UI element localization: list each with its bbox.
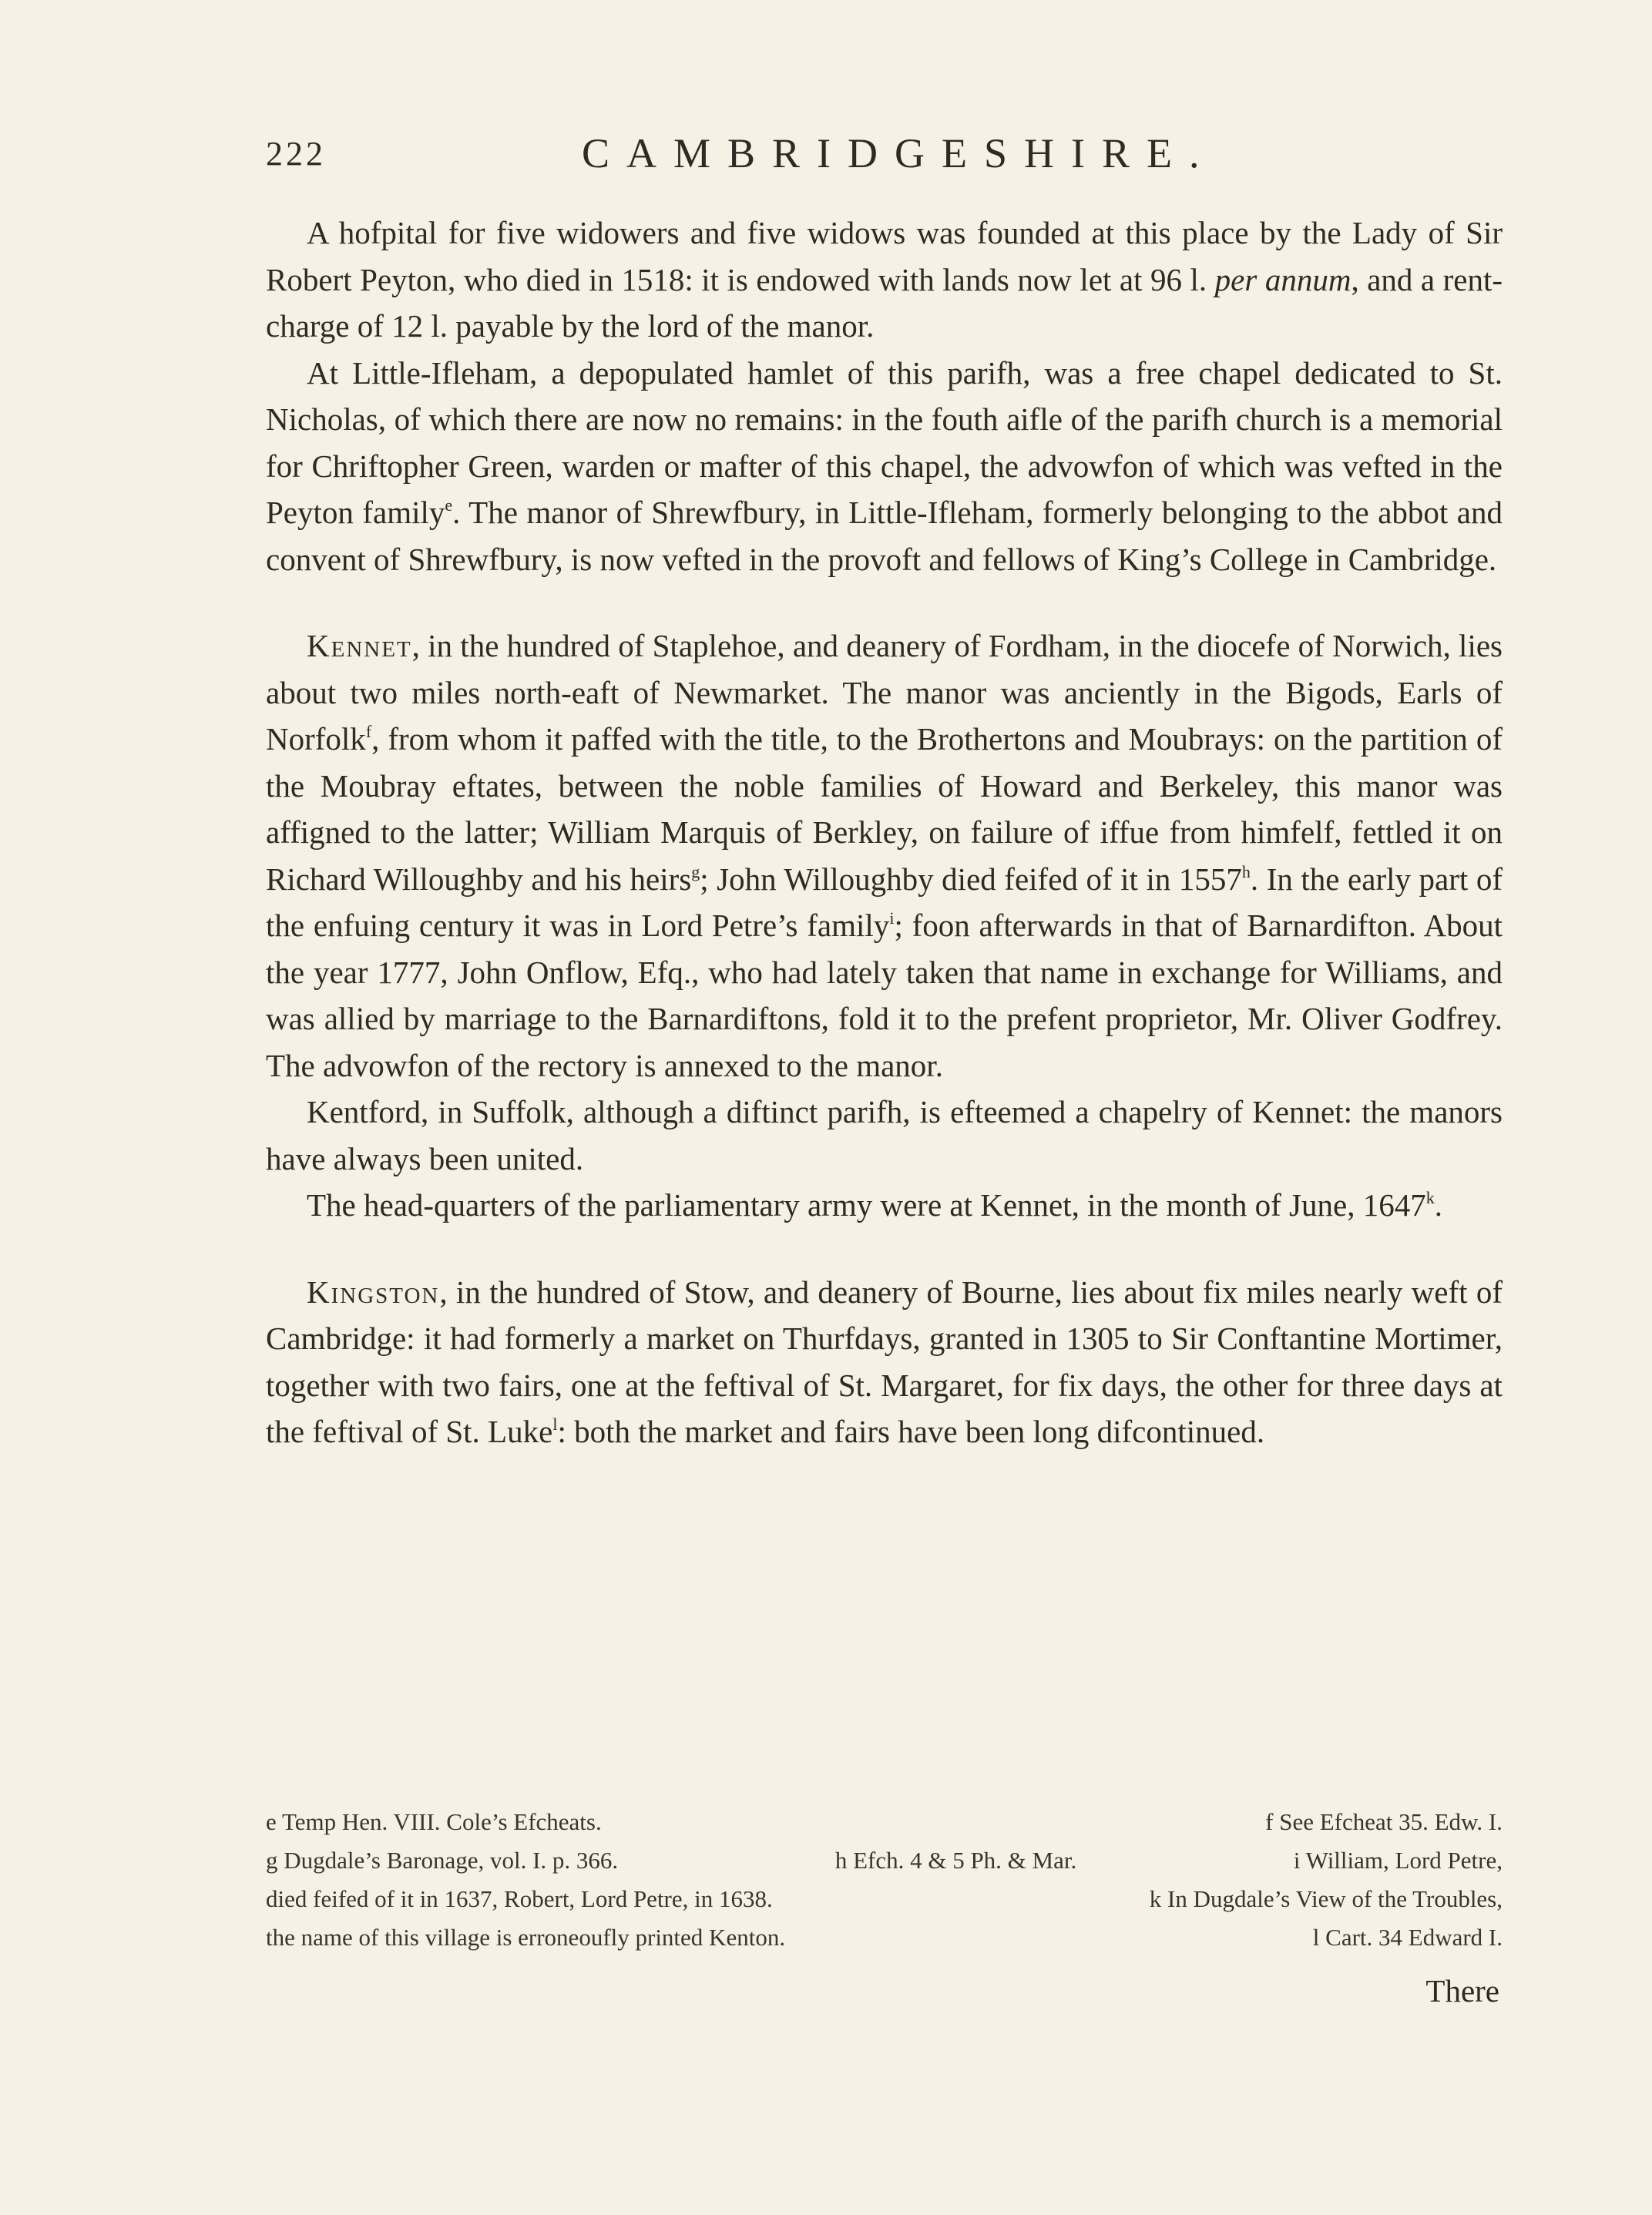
paragraph-kingston: Kingston, in the hundred of Stow, and deanery of Bourne, lies about fix miles nearly weft of Cambridge: it had formerly a market on Thurfdays, granted in 1305 to Sir Conftantine Mortimer, together with two fairs, one at the feftival of St. Margaret, for fix days, the other for three days at the feftival of St. Luke$^l$: both the market and fairs have been long difcontinued. (266, 1274, 1503, 1449)
footnote-f: f See Efcheat 35. Edw. I. (1265, 1808, 1503, 1835)
footnote-k-continued: the name of this village is erroneoufly printed Kenton. (266, 1924, 786, 1951)
footnote-ref-i: i (889, 908, 895, 928)
footnote-k: k In Dugdale’s View of the Troubles, (1149, 1885, 1503, 1912)
page-number: 222 (266, 135, 326, 173)
footnote-l: l Cart. 34 Edward I. (1312, 1924, 1503, 1951)
paragraph-little-isleham: At Little-Ifleham, a depopulated hamlet of this parifh, was a free chapel dedicated to St. Nicholas, of which there are now no remains: in the fouth aifle of the parifh church is a memorial for Chriftopher Green, warden or mafter of this chapel, the advowfon of which was vefted in the Peyton family$^e$. The manor of Shrewfbury, in Little-Ifleham, formerly belonging to the abbot and convent of Shrewfbury, is now vefted in the provoft and fellows of King’s College in Cambridge. (266, 354, 1503, 577)
footnote-row (266, 1841, 1503, 1880)
footnote-i: i William, Lord Petre, (1293, 1847, 1503, 1874)
page-header (266, 129, 1499, 183)
footnote-ref-g: g (691, 861, 700, 881)
body-text (266, 210, 1503, 1455)
footnote-h: h Efch. 4 & 5 Ph. & Mar. (834, 1847, 1077, 1874)
place-heading-kingston: Kingston (307, 1274, 440, 1310)
paragraph-hospital: A hofpital for five widowers and five widows was founded at this place by the Lady of Sir Robert Peyton, who died in 1518: it is endowed with lands now let at 96 l. per annum, and a rent-charge of 12 l. payable by the lord of the manor. (266, 215, 1503, 344)
footnote-i-continued: died feifed of it in 1637, Robert, Lord Petre, in 1638. (266, 1885, 773, 1912)
place-heading-kennet: Kennet (307, 628, 412, 663)
footnote-ref-f: f (365, 722, 372, 741)
footnote-ref-e: e (445, 495, 453, 515)
footnote-ref-k: k (1425, 1188, 1435, 1207)
footnote-row (266, 1880, 1503, 1918)
footnote-e: e Temp Hen. VIII. Cole’s Efcheats. (266, 1808, 602, 1835)
footnotes (266, 1803, 1503, 1957)
footnote-ref-l: l (552, 1415, 558, 1434)
running-title: CAMBRIDGESHIRE. (582, 130, 1217, 176)
catchword: There (1425, 1973, 1499, 2009)
paragraph-kennet: Kennet, in the hundred of Staplehoe, and deanery of Fordham, in the diocefe of Norwich, lies about two miles north-eaft of Newmarket. The manor was anciently in the Bigods, Earls of Norfolk$^f$, from whom it paffed with the title, to the Brothertons and Moubrays: on the partition of the Moubray eftates, between the noble families of Howard and Berkeley, this manor was affigned to the latter; William Marquis of Berkley, on failure of iffue from himfelf, fettled it on Richard Willoughby and his heirs$^g$; John Willoughby died feifed of it in 1557$^h$. In the early part of the enfuing century it was in Lord Petre’s family$^i$; foon afterwards in that of Barnardifton. About the year 1777, John Onflow, Efq., who had lately taken that name in exchange for Williams, and was allied by marriage to the Barnardiftons, fold it to the prefent proprietor, Mr. Oliver Godfrey. The advowfon of the rectory is annexed to the manor. (266, 628, 1503, 1083)
paragraph-head-quarters: The head-quarters of the parliamentary army were at Kennet, in the month of June, 1647$^k$. (307, 1187, 1442, 1223)
latin-phrase: per annum (1214, 261, 1351, 297)
paragraph-kentford: Kentford, in Suffolk, although a diftinct parifh, is efteemed a chapelry of Kennet: the manors have always been united. (266, 1094, 1503, 1176)
footnote-row (266, 1803, 1503, 1841)
footnote-g: g Dugdale’s Baronage, vol. I. p. 366. (266, 1847, 619, 1874)
footnote-ref-h: h (1241, 861, 1251, 881)
footnote-row (266, 1918, 1503, 1957)
